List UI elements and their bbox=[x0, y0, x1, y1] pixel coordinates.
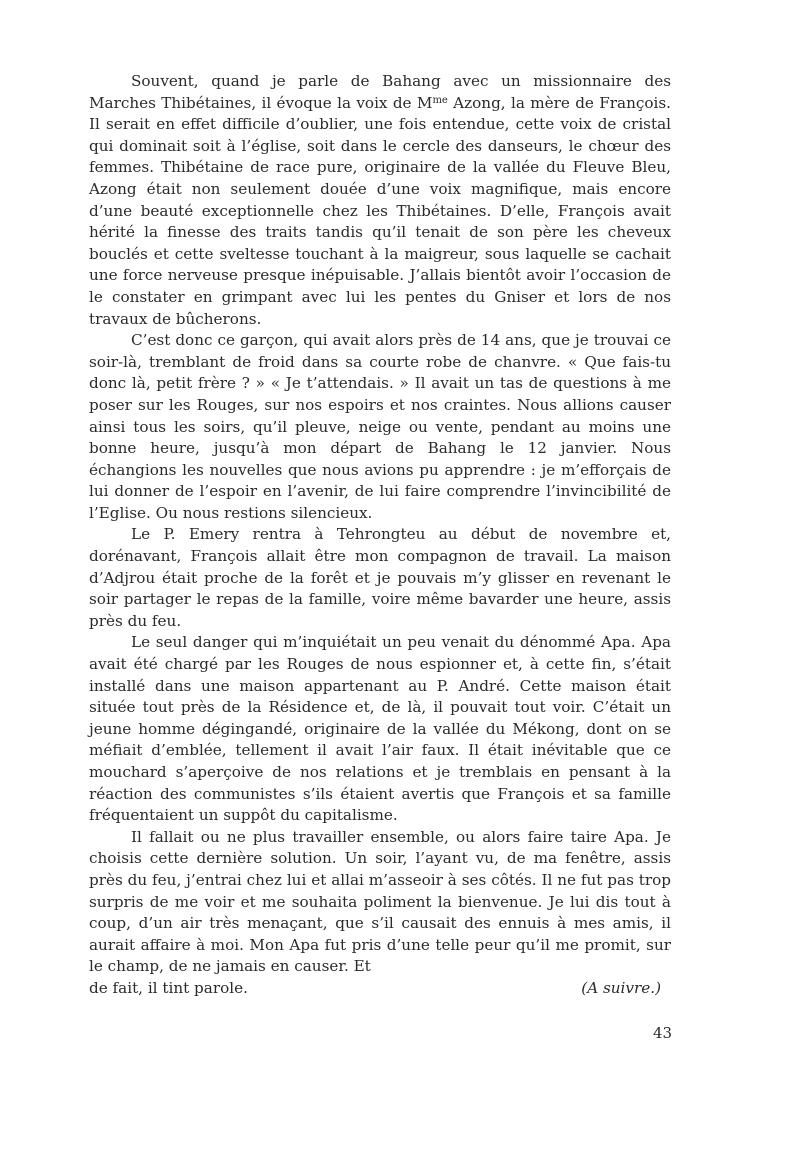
paragraph-5-last-line bbox=[89, 978, 671, 1000]
paragraph-1-rest: Azong, la mère de François. Il serait en effet difficile d’oublier, une fois entendue, cette voix de cristal qui dominait soit à l’église, soit dans le cercle des danseurs, le chœur des femmes. Thibétaine de race pure, originaire de la vallée du Fleuve Bleu, Azong était non seulement douée d’une voix magnifique, mais encore d’une beauté exceptionnelle chez les Thibétaines. D’elle, François avait hérité la finesse des traits tandis qu’il tenait de son père les cheveux bouclés et cette sveltesse touchant à la maigreur, sous laquelle se cachait une force nerveuse presque inépuisable. J’allais bientôt avoir l’occasion de le constater en grimpant avec lui les pentes du Gniser et lors de nos travaux de bûcherons. bbox=[89, 93, 672, 328]
to-be-continued-note: (A suivre.) bbox=[581, 978, 661, 997]
paragraph-4: Le seul danger qui m’inquiétait un peu venait du dénommé Apa. Apa avait été chargé par les Rouges de nous espionner et, à cette fin, s’était installé dans une maison appartenant au P. André. Cette maison était située tout près de la Résidence et, de là, il pouvait tout voir. C’était un jeune homme dégingandé, originaire de la vallée du Mékong, dont on se méfiait d’emblée, tellement il avait l’air faux. Il était inévitable que ce mouchard s’aperçoive de nos relations et je tremblais en pensant à la réaction des communistes s’ils étaient avertis que François et sa famille fréquentaient un suppôt du capitalisme. bbox=[89, 633, 671, 825]
paragraph-1 bbox=[89, 71, 671, 330]
paragraph-5: Il fallait ou ne plus travailler ensemble, ou alors faire taire Apa. Je choisis cette dernière solution. Un soir, l’ayant vu, de ma fenêtre, assis près du feu, j’entrai chez lui et allai m’asseoir à ses côtés. Il ne fut pas trop surpris de me voir et me souhaita poliment la bienvenue. Je lui dis tout à coup, d’un air très menaçant, que s’il causait des ennuis à mes amis, il aurait affaire à moi. Mon Apa fut pris d’une telle peur qu’il me promit, sur le champ, de ne jamais en causer. Et bbox=[89, 827, 671, 976]
article-body bbox=[89, 71, 671, 1000]
paragraph-2: C’est donc ce garçon, qui avait alors près de 14 ans, que je trouvai ce soir-là, tremblant de froid dans sa courte robe de chanvre. « Que fais-tu donc là, petit frère ? » « Je t’attendais. » Il avait un tas de questions à me poser sur les Rouges, sur nos espoirs et nos craintes. Nous allions causer ainsi tous les soirs, qu’il pleuve, neige ou vente, pendant au moins une bonne heure, jusqu’à mon départ de Bahang le 12 janvier. Nous échangions les nouvelles que nous avions pu apprendre : je m’efforçais de lui donner de l’espoir en l’avenir, de lui faire comprendre l’invincibilité de l’Eglise. Ou nous restions silencieux. bbox=[89, 331, 671, 522]
paragraph-3: Le P. Emery rentra à Tehrongteu au début de novembre et, dorénavant, François allait être mon compagnon de travail. La maison d’Adjrou était proche de la forêt et je pouvais m’y glisser en revenant le soir partager le repas de la famille, voire même bavarder une heure, assis près du feu. bbox=[89, 525, 671, 630]
paragraph-1-start: Souvent, quand je parle de Bahang avec un missionnaire des Marches Thibétaines, il évoque la voix de M bbox=[89, 72, 671, 112]
title-abbreviation-superscript: me bbox=[432, 94, 448, 106]
page-number: 43 bbox=[653, 1024, 673, 1042]
paragraph-5-ending: de fait, il tint parole. bbox=[89, 978, 248, 997]
